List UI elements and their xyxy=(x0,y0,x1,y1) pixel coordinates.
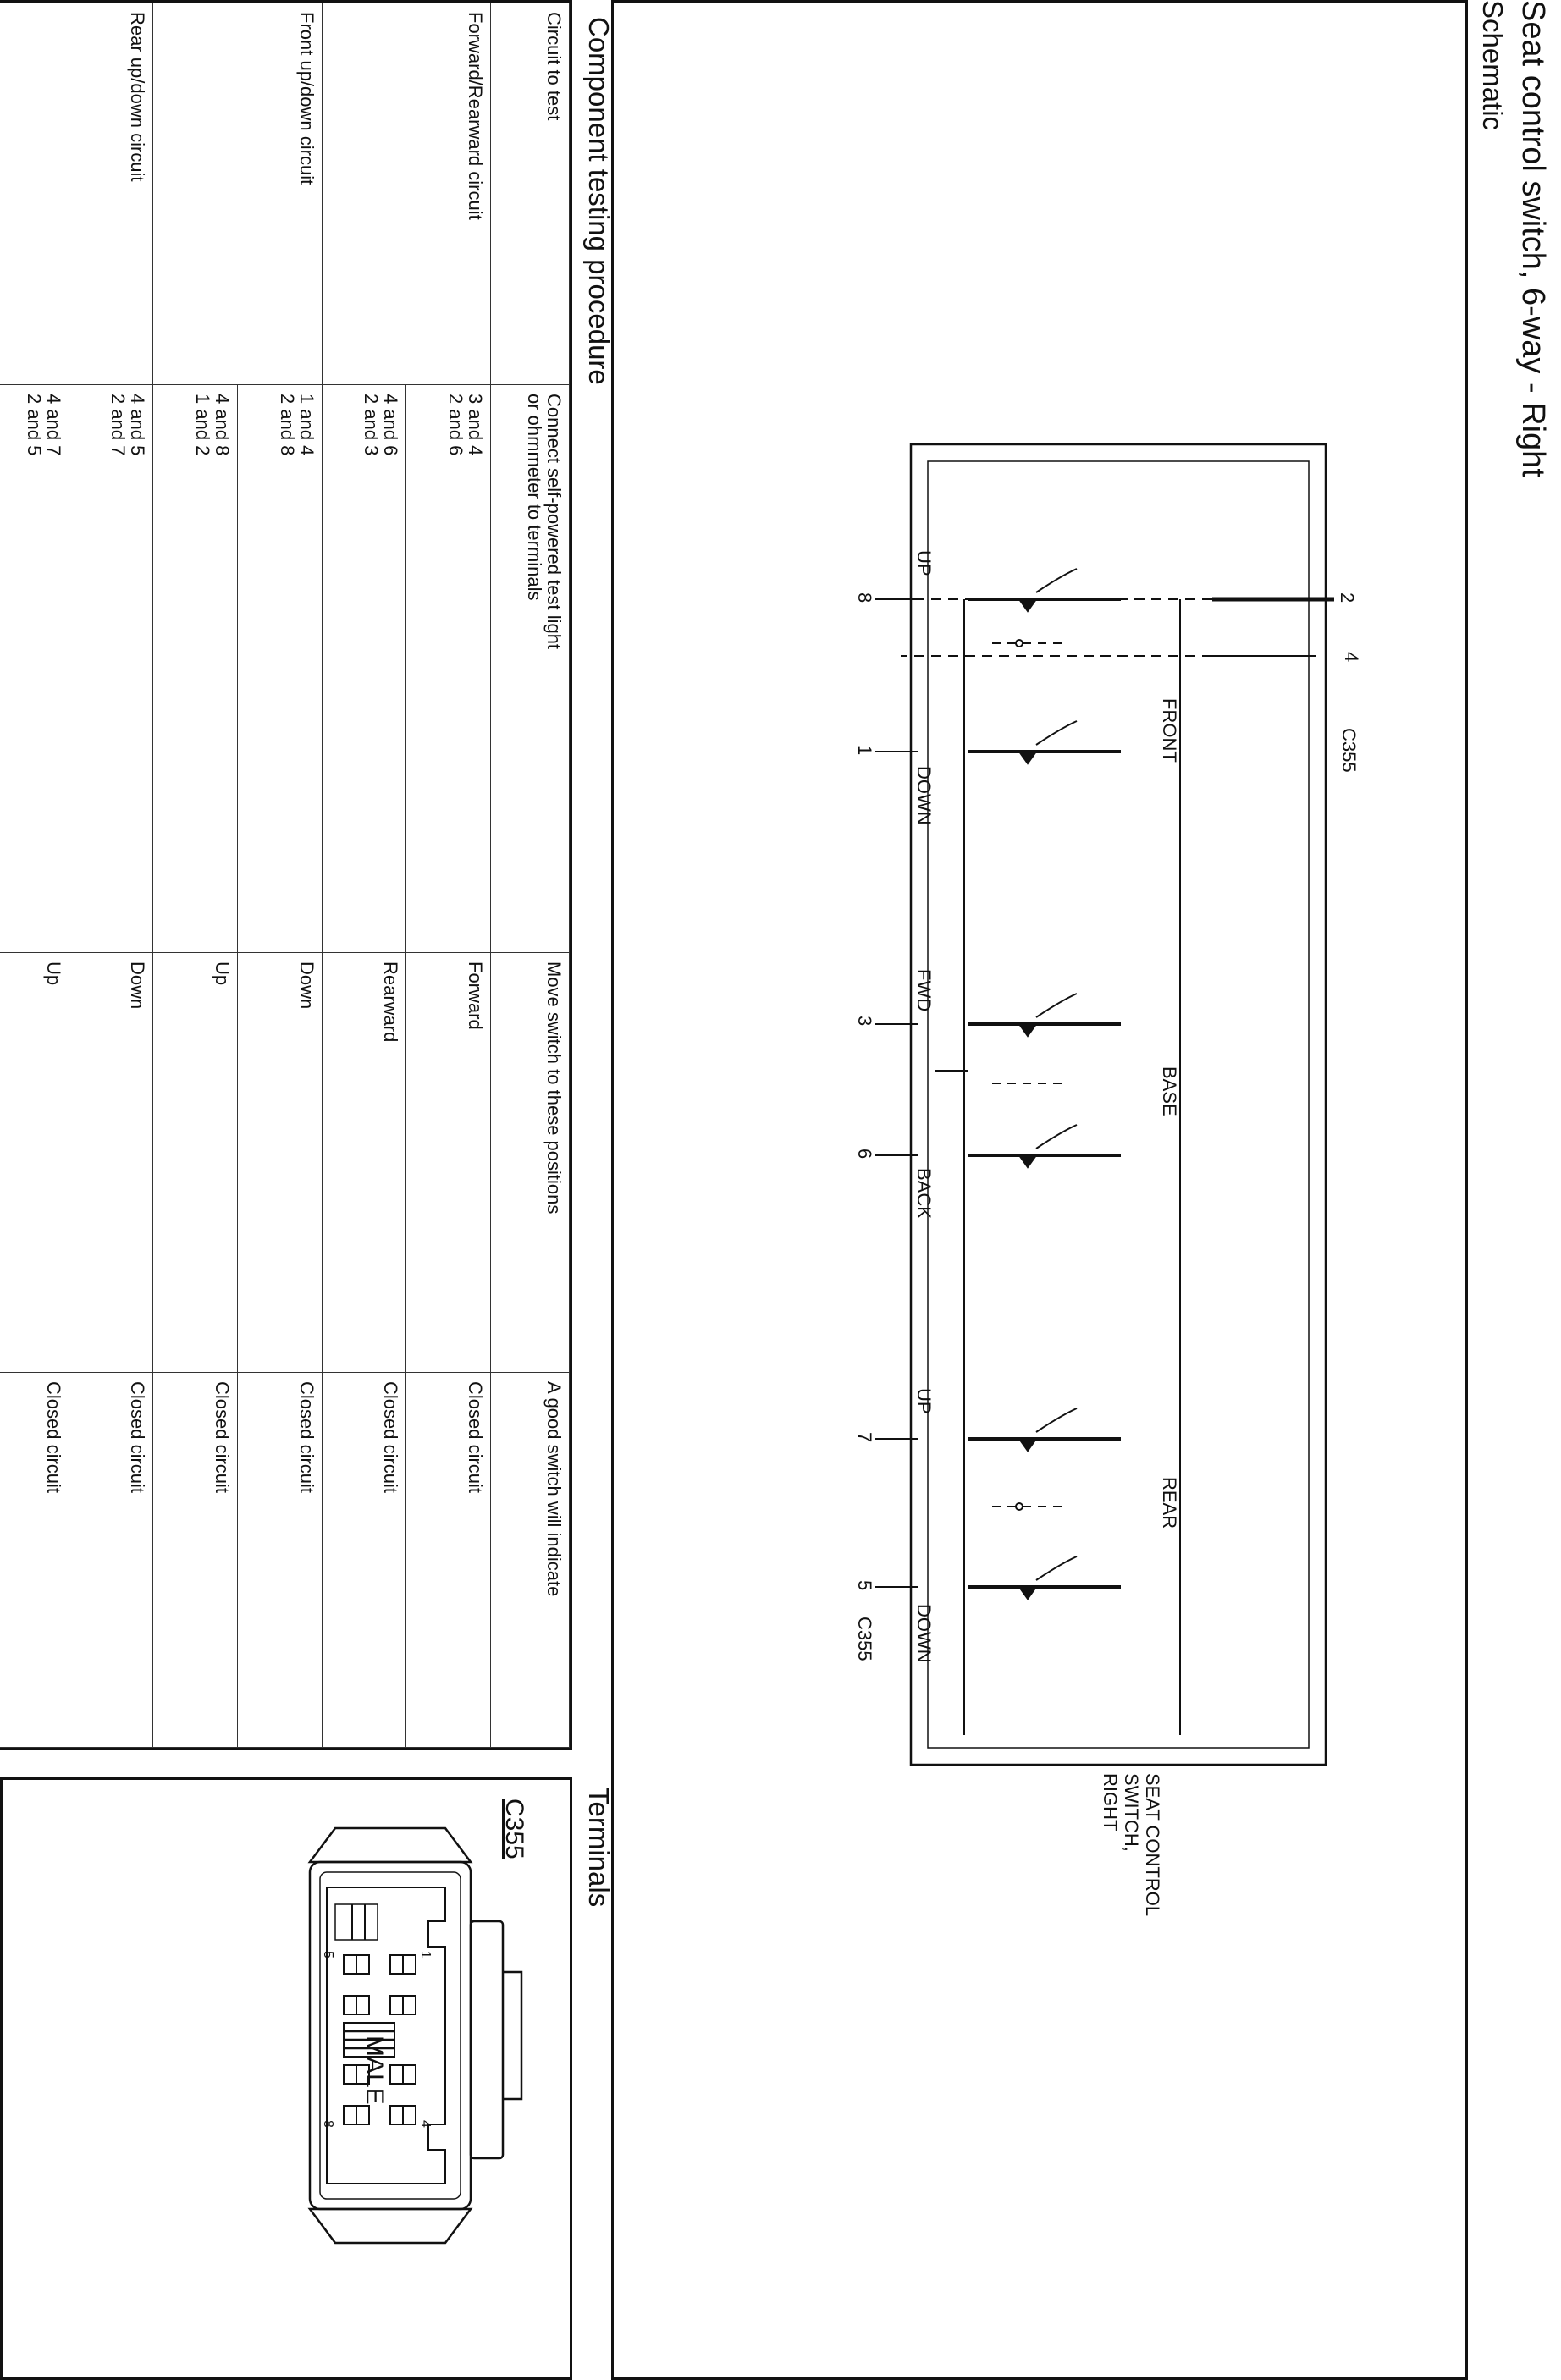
position-cell: Up xyxy=(0,953,69,1373)
terminals-cell: 4 and 7 2 and 5 xyxy=(0,385,69,953)
header-circuit: Circuit to test xyxy=(491,3,570,385)
table-row xyxy=(69,3,153,1748)
schematic-heading: Schematic xyxy=(1477,0,1509,131)
position-rear-up: UP xyxy=(913,1388,935,1414)
result-cell: Closed circuit xyxy=(322,1373,406,1748)
rear-switch xyxy=(968,1408,1121,1599)
table-row xyxy=(238,3,323,1748)
result-cell: Closed circuit xyxy=(238,1373,323,1748)
terminals-connector-label: C355 xyxy=(500,1799,528,1859)
switch-name-rear: REAR xyxy=(1159,1477,1180,1529)
position-front-down: DOWN xyxy=(913,766,935,825)
result-cell: Closed circuit xyxy=(0,1373,69,1748)
base-switch xyxy=(935,994,1121,1167)
terminal-label-2: 2 xyxy=(1337,592,1358,603)
switch-name-front: FRONT xyxy=(1159,698,1180,763)
circuit-cell: Forward/Rearward circuit xyxy=(322,3,490,385)
position-cell: Down xyxy=(69,953,153,1373)
terminals-cell: 3 and 4 2 and 6 xyxy=(406,385,491,953)
table-header-row xyxy=(491,3,570,1748)
result-cell: Closed circuit xyxy=(406,1373,491,1748)
position-cell: Down xyxy=(238,953,323,1373)
position-cell: Forward xyxy=(406,953,491,1373)
result-cell: Closed circuit xyxy=(153,1373,238,1748)
position-cell: Rearward xyxy=(322,953,406,1373)
terminal-label-1: 1 xyxy=(854,745,875,756)
device-label-line-3: RIGHT xyxy=(1100,1773,1121,1832)
header-terminals: Connect self-powered test light or ohmmeter to terminals xyxy=(491,385,570,953)
terminals-cell: 4 and 8 1 and 2 xyxy=(153,385,238,953)
front-switch xyxy=(968,569,1121,763)
terminals-cell: 1 and 4 2 and 8 xyxy=(238,385,323,953)
switch-housing-outer xyxy=(911,444,1326,1765)
connector-face-drawing xyxy=(0,1777,572,2380)
connector-label-bottom: C355 xyxy=(854,1617,875,1661)
terminals-heading: Terminals xyxy=(583,1788,615,1908)
pin-label-8: 8 xyxy=(321,2120,335,2128)
terminal-label-8: 8 xyxy=(854,592,875,603)
pin-cavities xyxy=(335,1904,416,2124)
pin-label-4: 4 xyxy=(418,2120,433,2128)
terminal-label-6: 6 xyxy=(854,1149,875,1160)
header-positions: Move switch to these positions xyxy=(491,953,570,1373)
procedure-table-frame xyxy=(0,0,572,1750)
pin-label-5: 5 xyxy=(321,1951,335,1959)
position-front-up: UP xyxy=(913,550,935,576)
terminal-label-3: 3 xyxy=(854,1016,875,1027)
switch-name-base: BASE xyxy=(1159,1066,1180,1116)
device-label-line-2: SWITCH, xyxy=(1121,1773,1142,1852)
header-result: A good switch will indicate xyxy=(491,1373,570,1748)
terminals-cell: 4 and 5 2 and 7 xyxy=(69,385,153,953)
position-rear-down: DOWN xyxy=(913,1604,935,1663)
terminal-label-4: 4 xyxy=(1341,652,1362,663)
terminals-cell: 4 and 6 2 and 3 xyxy=(322,385,406,953)
position-base-back: BACK xyxy=(913,1168,935,1219)
position-base-fwd: FWD xyxy=(913,969,935,1012)
device-label-line-1: SEAT CONTROL xyxy=(1142,1773,1163,1917)
connector-gender-label: MALE xyxy=(361,2036,389,2105)
pin-label-1: 1 xyxy=(418,1951,433,1959)
page-title: Seat control switch, 6-way - Right xyxy=(1515,0,1551,477)
table-row xyxy=(406,3,491,1748)
circuit-cell: Rear up/down circuit xyxy=(0,3,153,385)
switch-housing-inner xyxy=(928,461,1309,1748)
procedure-table xyxy=(0,3,570,1748)
connector-label-top: C355 xyxy=(1338,728,1360,773)
circuit-cell: Front up/down circuit xyxy=(153,3,322,385)
terminal-label-5: 5 xyxy=(854,1580,875,1591)
position-cell: Up xyxy=(153,953,238,1373)
table-heading: Component testing procedure xyxy=(583,17,615,385)
result-cell: Closed circuit xyxy=(69,1373,153,1748)
terminal-label-7: 7 xyxy=(854,1432,875,1443)
